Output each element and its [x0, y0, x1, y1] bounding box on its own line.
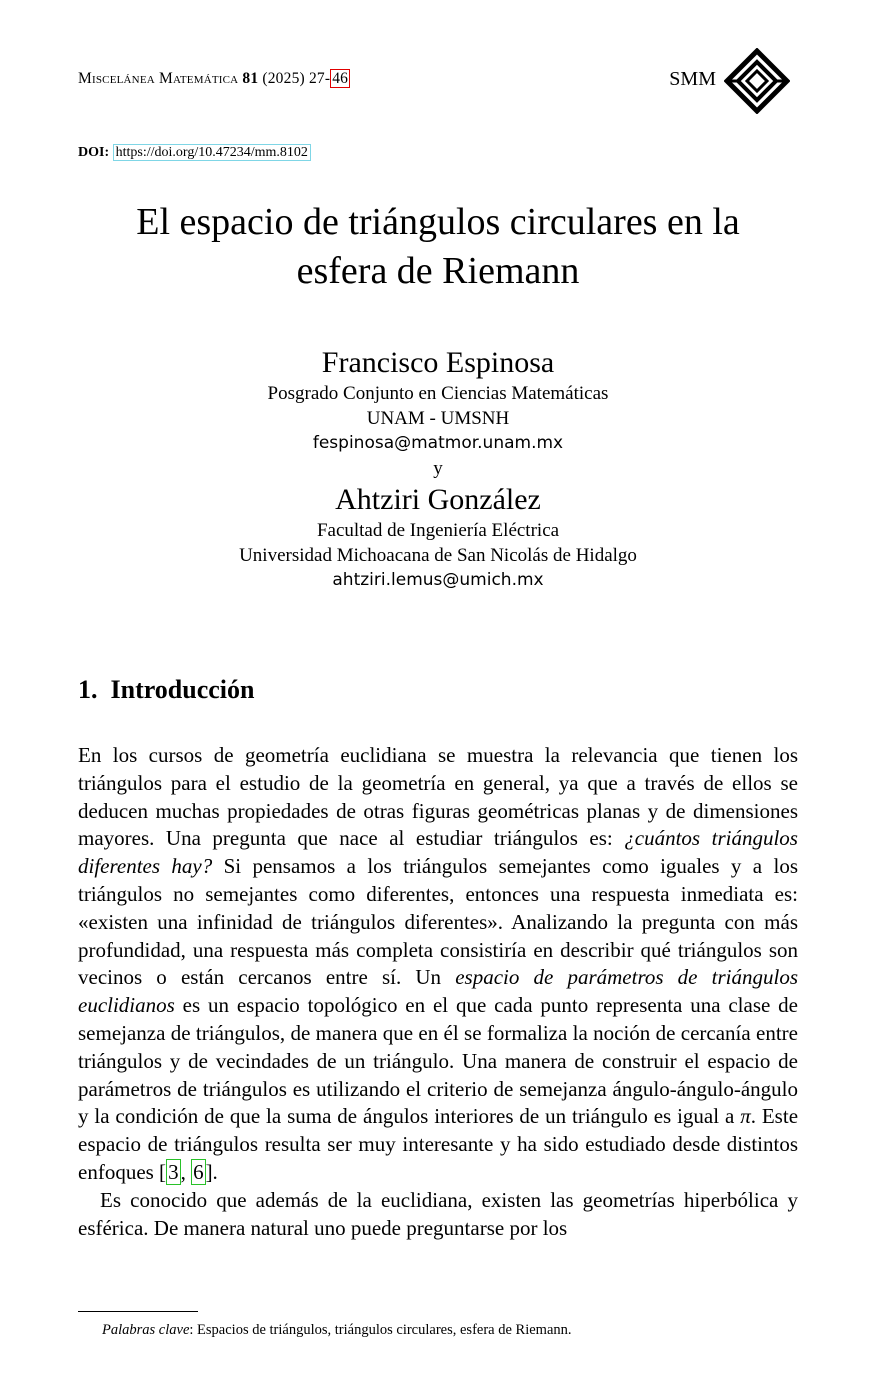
paragraph: Es conocido que además de la euclidiana, existen las geometrías hiperbólica y esférica. De manera natural uno puede preguntarse por los [78, 1187, 798, 1240]
paper-title [78, 198, 798, 296]
author-separator: y [433, 458, 443, 479]
journal-year-pages: (2025) 27- [262, 70, 331, 87]
citation-link[interactable]: 3 [168, 1159, 179, 1184]
journal-citation [78, 70, 350, 88]
section-heading [78, 675, 255, 705]
author-affiliation: UNAM - UMSNH [366, 408, 510, 429]
last-page-link[interactable]: 46 [332, 70, 349, 87]
section-title: Introducción [110, 675, 255, 704]
text-run: ]. [205, 1159, 218, 1184]
journal-name: Miscelánea Matemática [78, 70, 239, 87]
title-line-2: esfera de Riemann [296, 250, 580, 292]
doi-label: DOI: [78, 145, 110, 160]
author-email[interactable]: fespinosa@matmor.unam.mx [312, 433, 564, 453]
text-run: es un espacio topológico en el que cada punto representa una clase de semejanza de triángulos, de manera que en él se formaliza la noción de cercanía entre triángulos y de vecindades de un triángulo. Una manera de construir el espacio de parámetros de triángulos es utilizando el criterio de semejanza ángulo-ángulo-ángulo y la condición de que la suma de ángulos interiores de un triángulo es igual a [78, 993, 798, 1129]
author-name: Francisco Espinosa [321, 346, 555, 379]
journal-volume: 81 [242, 70, 259, 87]
title-line-1: El espacio de triángulos circulares en la [136, 201, 740, 243]
text-run: En los cursos de geometría euclidiana se muestra la relevancia que tienen los triángulos para el estudio de la geometría en general, ya que a través de ellos se deducen muchas propiedades de otras figuras geométricas planas y de dimensiones mayores. Una pregunta que nace al estudiar triángulos es: [78, 743, 798, 851]
math-pi: π [740, 1104, 751, 1129]
author-name: Ahtziri González [335, 483, 541, 516]
author-block [78, 345, 798, 593]
author-affiliation: Universidad Michoacana de San Nicolás de Hidalgo [239, 545, 637, 566]
body-text [78, 742, 798, 1242]
smm-logo-icon [724, 48, 790, 114]
footnote [102, 1322, 572, 1339]
text-run: , [180, 1159, 192, 1184]
author-affiliation: Posgrado Conjunto en Ciencias Matemáticas [267, 383, 609, 404]
emphasized-term: espacio de parámetros de triángulos euclidianos [78, 965, 799, 1018]
citation-link[interactable]: 6 [193, 1159, 204, 1184]
footnote-text: : Espacios de triángulos, triángulos circulares, esfera de Riemann. [189, 1322, 572, 1338]
text-run: . Este espacio de triángulos resulta ser muy interesante y ha sido estudiado desde distintos enfoques [ [78, 1104, 799, 1184]
section-number: 1. [78, 675, 98, 704]
text-run: Si pensamos a los triángulos semejantes como iguales y a los triángulos no semejantes como diferentes, entonces una respuesta inmediata es: «existen una infinidad de triángulos diferentes». Analizando la pregunta con más profundidad, una respuesta más completa consistiría en describir qué triángulos son vecinos o están cercanos entre sí. Un [78, 854, 798, 990]
paragraph [78, 742, 798, 1187]
doi-line [78, 145, 311, 161]
emphasized-question: ¿cuántos triángulos diferentes hay? [78, 826, 798, 879]
author-affiliation: Facultad de Ingeniería Eléctrica [316, 520, 560, 541]
doi-link[interactable]: https://doi.org/10.47234/mm.8102 [113, 144, 311, 161]
author-email[interactable]: ahtziri.lemus@umich.mx [332, 570, 544, 590]
society-name: SMM [669, 68, 716, 90]
footnote-label: Palabras clave [102, 1322, 190, 1338]
footnote-rule [78, 1311, 198, 1312]
running-header [78, 70, 798, 110]
